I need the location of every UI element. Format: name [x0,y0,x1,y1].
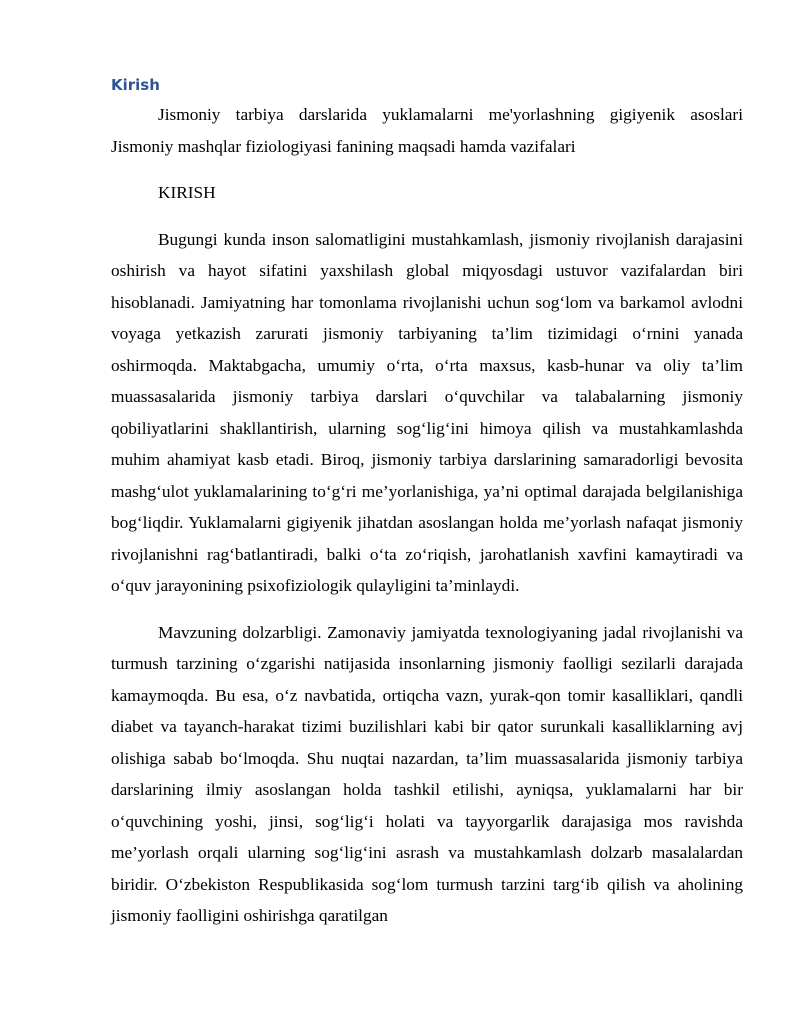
document-body [111,99,743,932]
document-heading: Kirish [111,76,160,94]
body-paragraph-2: Mavzuning dolzarbligi. Zamonaviy jamiyatda texnologiyaning jadal rivojlanishi va turmush tarzining o‘zgarishi natijasida insonlarning jismoniy faolligi sezilarli darajada kamaymoqda. Bu esa, o‘z navbatida, ortiqcha vazn, yurak-qon tomir kasalliklari, qandli diabet va tayanch-harakat tizimi buzilishlari kabi bir qator surunkali kasalliklarning avj olishiga sabab bo‘lmoqda. Shu nuqtai nazardan, ta’lim muassasalarida jismoniy tarbiya darslarining ilmiy asoslangan holda tashkil etilishi, ayniqsa, yuklamalarni har bir o‘quvchining yoshi, jinsi, sog‘lig‘i holati va tayyorgarlik darajasiga mos ravishda me’yorlash orqali ularning sog‘lig‘ini asrash va mustahkamlash dolzarb masalalardan biridir. O‘zbekiston Respublikasida sog‘lom turmush tarzini targ‘ib qilish va aholining jismoniy faolligini oshirishga qaratilgan [111,622,743,925]
body-paragraph-1: Bugungi kunda inson salomatligini mustahkamlash, jismoniy rivojlanish darajasini oshirish va hayot sifatini yaxshilash global miqyosdagi ustuvor vazifalardan biri hisoblanadi. Jamiyatning har tomonlama rivojlanishi uchun sog‘lom va barkamol avlodni voyaga yetkazish zarurati jismoniy tarbiyaning ta’lim tizimidagi o‘rnini yanada oshirmoqda. Maktabgacha, umumiy o‘rta, o‘rta maxsus, kasb-hunar va oliy ta’lim muassasalarida jismoniy tarbiya darslari o‘quvchilar va talabalarning jismoniy qobiliyatlarini shakllantirish, ularning sog‘lig‘ini himoya qilish va mustahkamlashda muhim ahamiyat kasb etadi. Biroq, jismoniy tarbiya darslarining samaradorligi bevosita mashg‘ulot yuklamalarining to‘g‘ri me’yorlanishiga, ya’ni optimal darajada belgilanishiga bog‘liqdir. Yuklamalarni gigiyenik jihatdan asoslangan holda me’yorlash nafaqat jismoniy rivojlanishni rag‘batlantiradi, balki o‘ta zo‘riqish, jarohatlanish xavfini kamaytiradi va o‘quv jarayonining psixofiziologik qulayligini ta’minlaydi. [111,229,743,595]
section-heading: KIRISH [158,183,216,202]
title-paragraph: Jismoniy tarbiya darslarida yuklamalarni me'yorlashning gigiyenik asoslari Jismoniy mashqlar fiziologiyasi fanining maqsadi hamda vazifalari [111,105,743,156]
